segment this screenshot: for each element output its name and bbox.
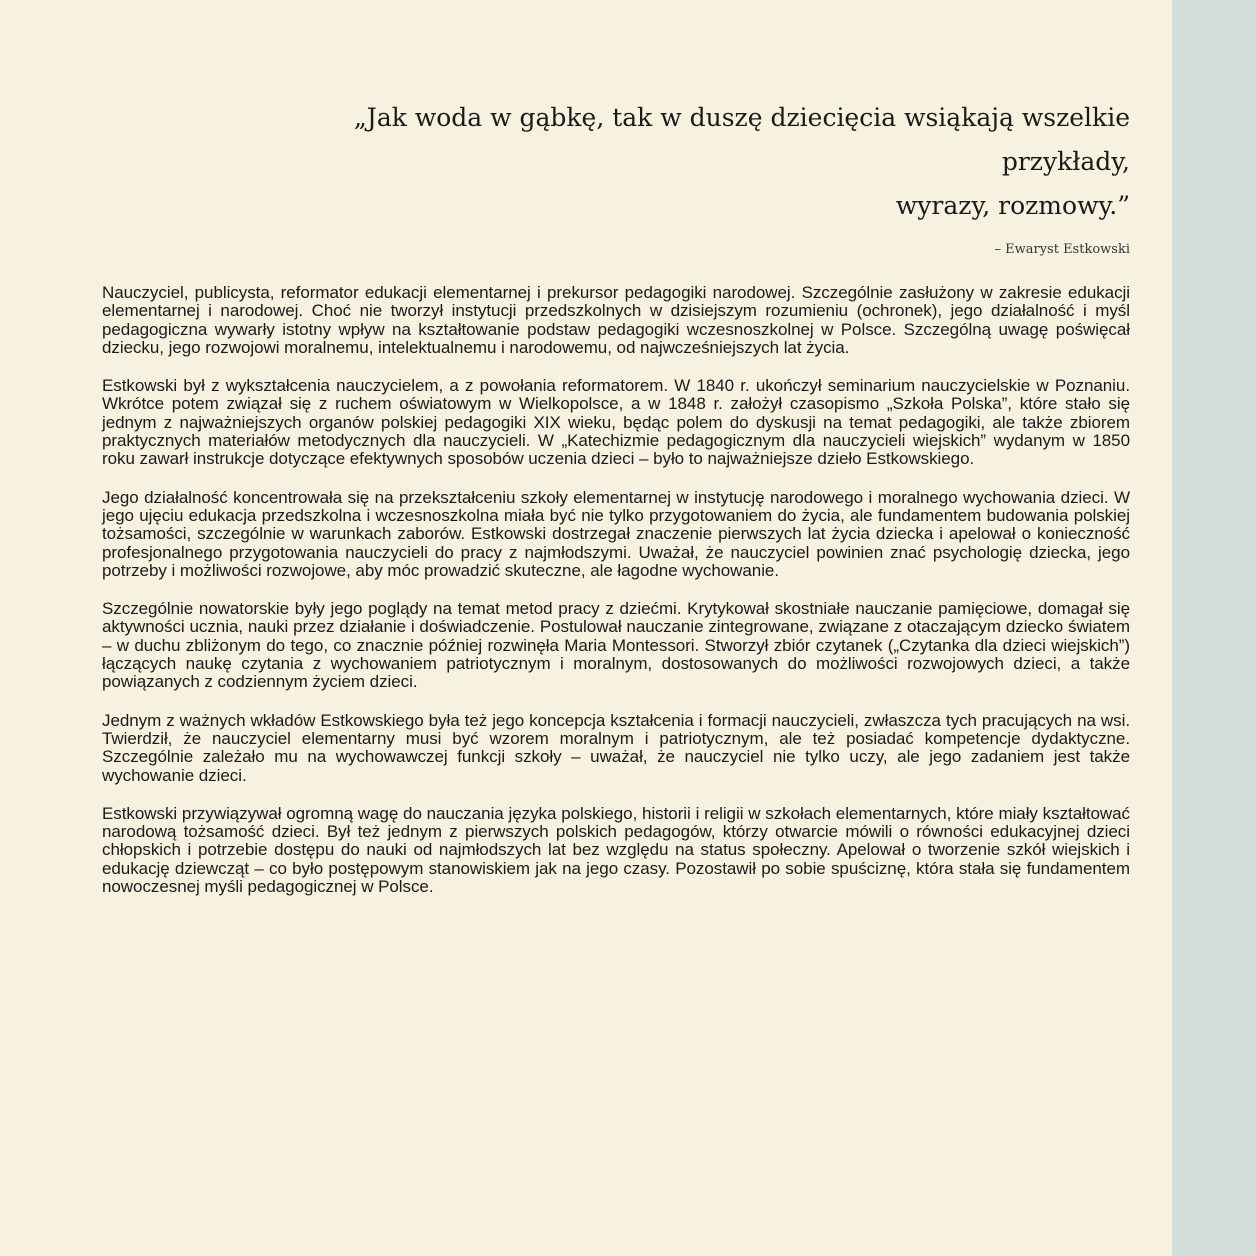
quote-line-1: „Jak woda w gąbkę, tak w duszę dziecięcia wsiąkają wszelkie przykłady, [353,103,1130,176]
paragraph: Estkowski przywiązywał ogromną wagę do nauczania języka polskiego, historii i religii w szkołach elementarnych, które miały kształtować narodową tożsamość dzieci. Był też jednym z pierwszych polskich pedagogów, którzy otwarcie mówili o równości edukacyjnej dzieci chłopskich i potrzebie dostępu do nauki od najmłodszych lat bez względu na status społeczny. Apelował o tworzenie szkół wiejskich i edukację dziewcząt – co było postępowym stanowiskiem jak na jego czasy. Pozostawił po sobie spuściznę, która stała się fundamentem nowoczesnej myśli pedagogicznej w Polsce. [102,803,1130,897]
body-text [102,284,1130,916]
quote-text [230,96,1130,228]
quote-author: – Ewaryst Estkowski [994,242,1130,257]
epigraph [230,96,1130,257]
paragraph: Jego działalność koncentrowała się na przekształceniu szkoły elementarnej w instytucję narodowego i moralnego wychowania dzieci. W jego ujęciu edukacja przedszkolna i wczesnoszkolna miała być nie tylko przygotowaniem do życia, ale fundamentem budowania polskiej tożsamości, szczególnie w warunkach zaborów. Estkowski dostrzegał znaczenie pierwszych lat życia dziecka i apelował o konieczność profesjonalnego przygotowania nauczycieli do pracy z najmłodszymi. Uważał, że nauczyciel powinien znać psychologię dziecka, jego potrzeby i możliwości rozwojowe, aby móc prowadzić skuteczne, ale łagodne wychowanie. [102,487,1130,580]
quote-line-2: wyrazy, rozmowy.” [895,191,1130,220]
side-color-band [1172,0,1256,1256]
paragraph: Estkowski był z wykształcenia nauczycielem, a z powołania reformatorem. W 1840 r. ukończył seminarium nauczycielskie w Poznaniu. Wkrótce potem związał się z ruchem oświatowym w Wielkopolsce, a w 1848 r. założył czasopismo „Szkoła Polska”, które stało się jednym z najważniejszych organów polskiej pedagogiki XIX wieku, będąc polem do dyskusji na temat pedagogiki, ale także zbiorem praktycznych materiałów metodycznych dla nauczycieli. W „Katechizmie pedagogicznym dla nauczycieli wiejskich” wydanym w 1850 roku zawarł instrukcje dotyczące efektywnych sposobów uczenia dzieci – było to najważniejsze dzieło Estkowskiego. [102,376,1130,469]
paragraph: Nauczyciel, publicysta, reformator edukacji elementarnej i prekursor pedagogiki narodowej. Szczególnie zasłużony w zakresie edukacji elementarnej i narodowej. Choć nie tworzył instytucji przedszkolnych w dzisiejszym rozumieniu (ochronek), jego działalność i myśl pedagogiczna wywarły istotny wpływ na kształtowanie podstaw pedagogiki wczesnoszkolnej w Polsce. Szczególną uwagę poświęcał dziecku, jego rozwojowi moralnemu, intelektualnemu i narodowemu, od najwcześniejszych lat życia. [102,283,1130,357]
paragraph: Jednym z ważnych wkładów Estkowskiego była też jego koncepcja kształcenia i formacji nauczycieli, zwłaszcza tych pracujących na wsi. Twierdził, że nauczyciel elementarny musi być wzorem moralnym i patriotycznym, ale też posiadać kompetencje dydaktyczne. Szczególnie zależało mu na wychowawczej funkcji szkoły – uważał, że nauczyciel nie tylko uczy, ale jego zadaniem jest także wychowanie dzieci. [102,710,1130,785]
paragraph: Szczególnie nowatorskie były jego poglądy na temat metod pracy z dziećmi. Krytykował skostniałe nauczanie pamięciowe, domagał się aktywności ucznia, nauki przez działanie i doświadczenie. Postulował nauczanie zintegrowane, związane z otaczającym dziecko światem – w duchu zbliżonym do tego, co znacznie później rozwinęła Maria Montessori. Stworzył zbiór czytanek („Czytanka dla dzieci wiejskich”) łączących naukę czytania z wychowaniem patriotycznym i moralnym, dostosowanych do możliwości rozwojowych dzieci, a także powiązanych z codziennym życiem dzieci. [102,599,1130,692]
